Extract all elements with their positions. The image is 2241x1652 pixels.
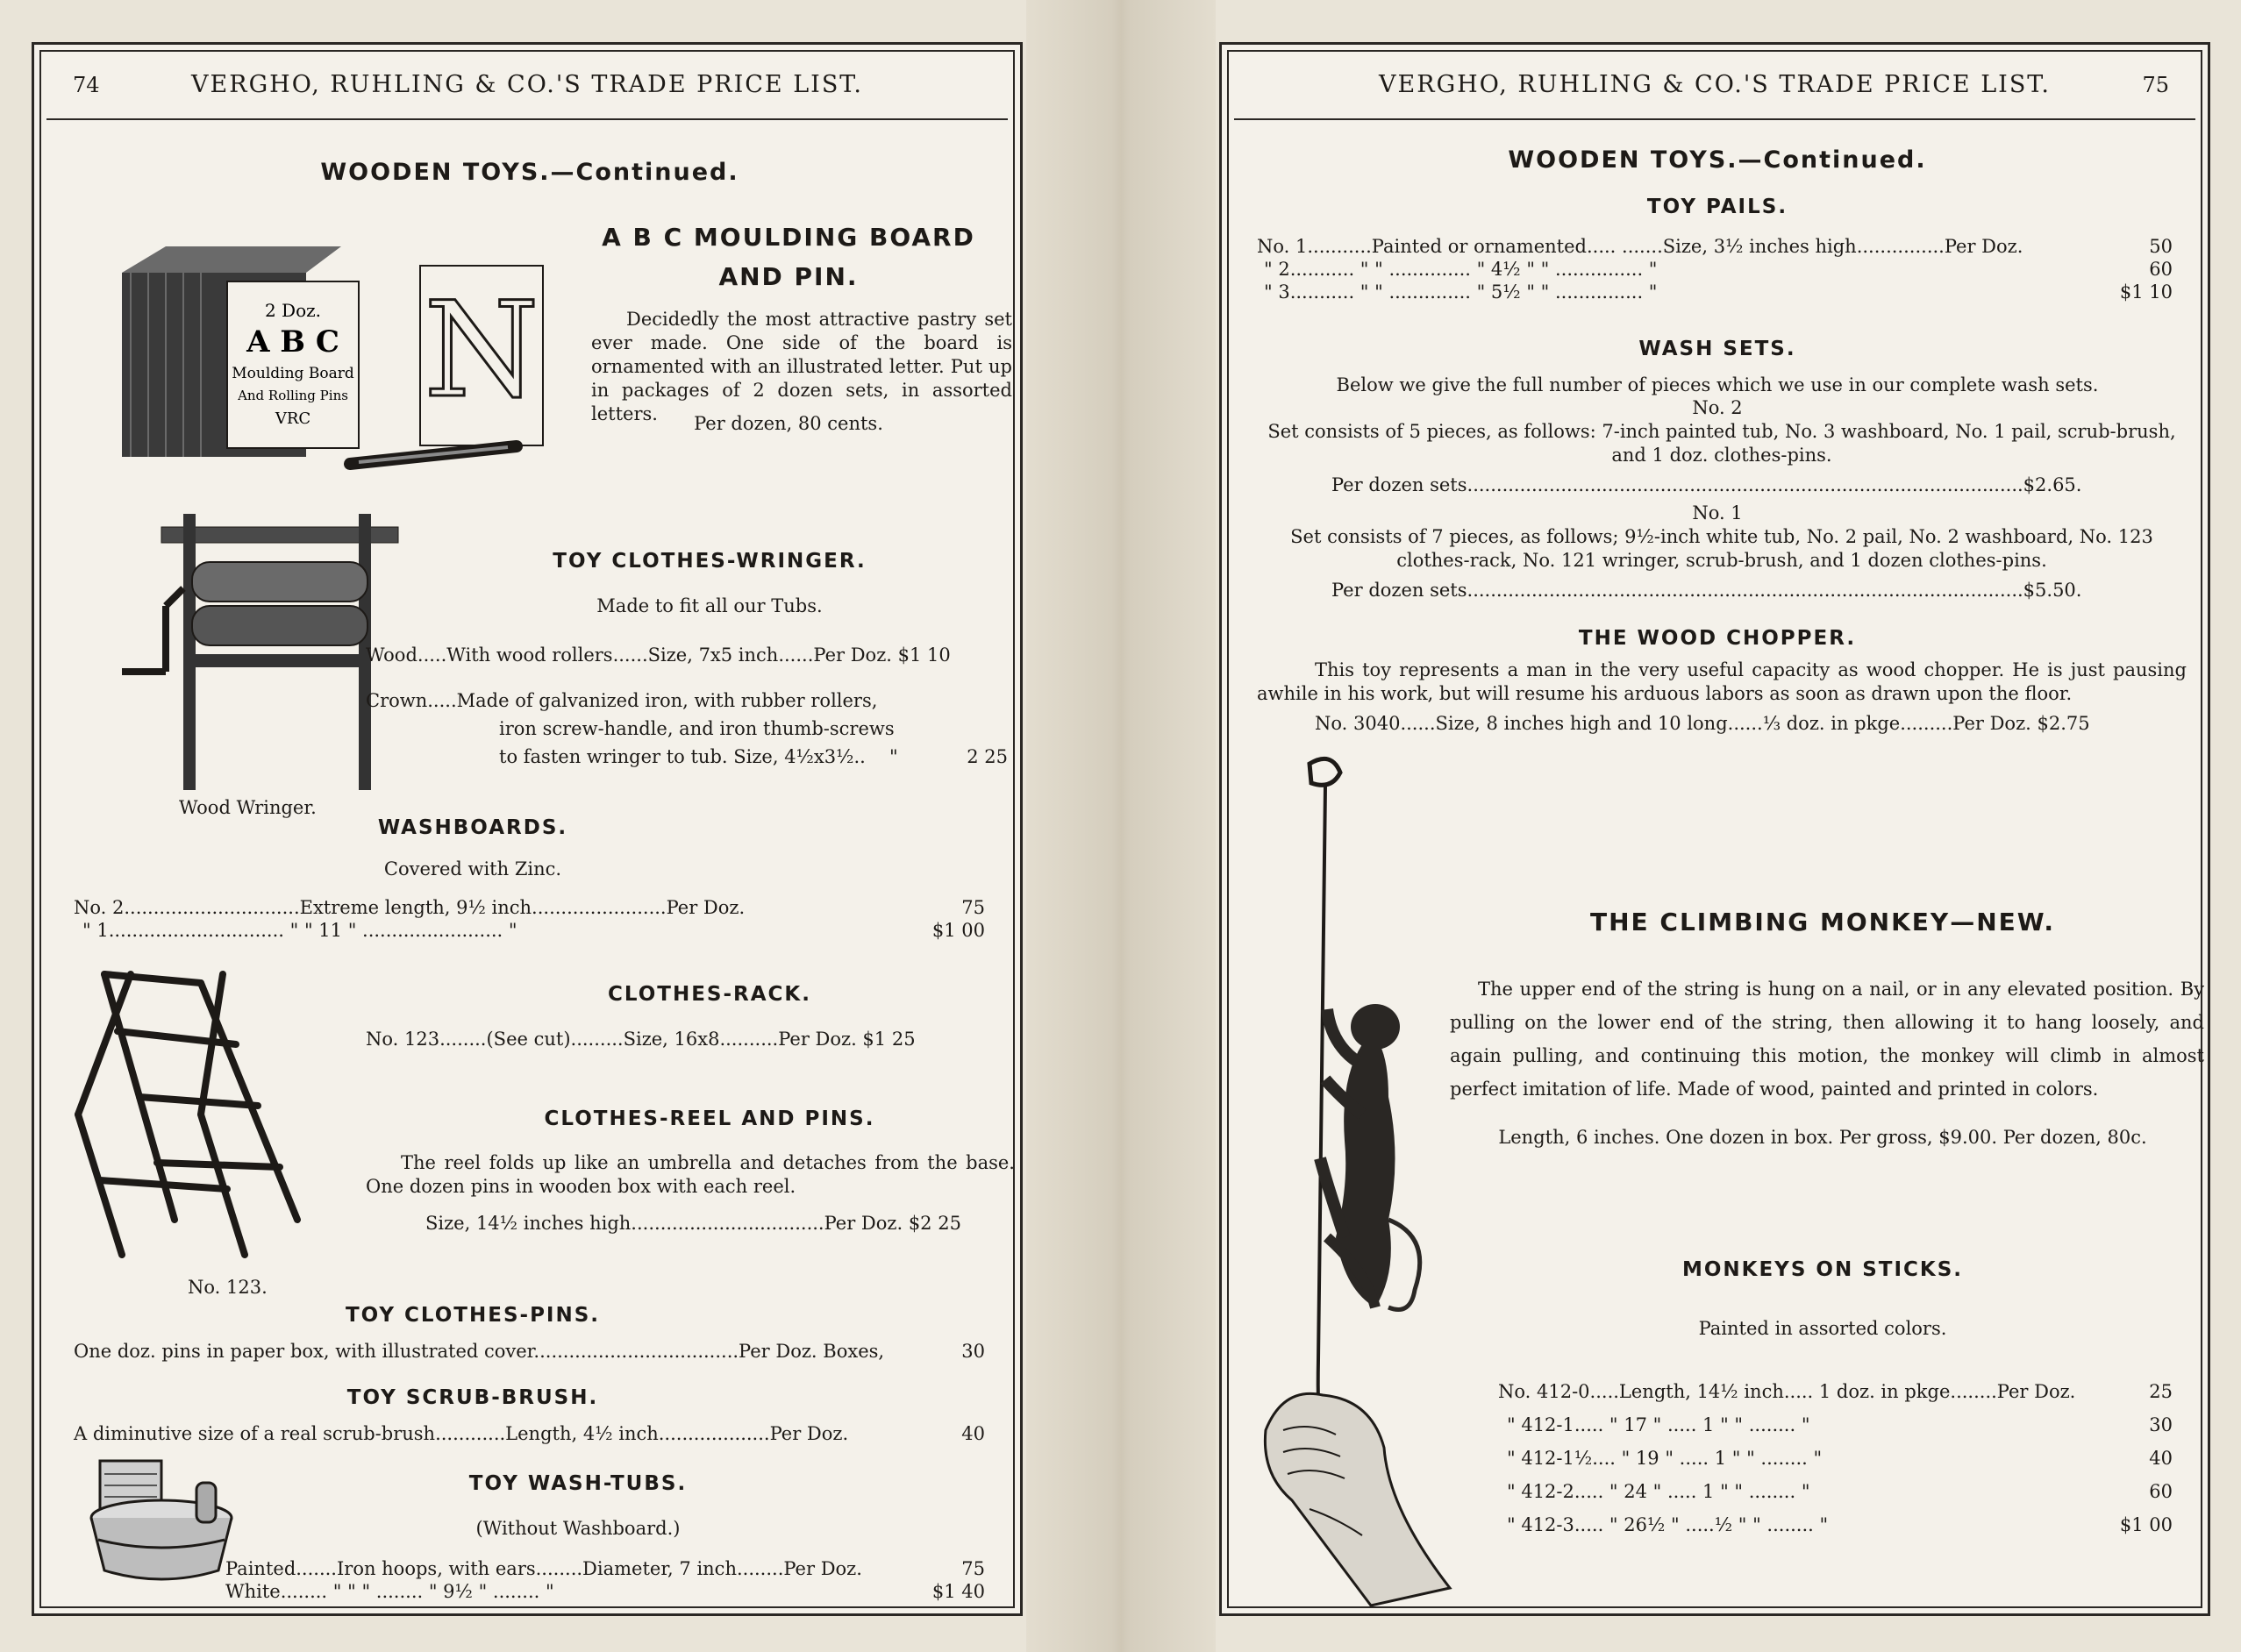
scrub-brush-title: TOY SCRUB-BRUSH. [346, 1386, 599, 1409]
wash-tubs-subtitle: (Without Washboard.) [475, 1518, 681, 1539]
monkeys-on-sticks-row-3: " 412-1½.... " 19 " ..... 1 " " ........ " [1507, 1448, 1823, 1469]
monkeys-on-sticks-subtitle: Painted in assorted colors. [1698, 1318, 1947, 1339]
monkeys-on-sticks-title: MONKEYS ON STICKS. [1681, 1258, 1964, 1281]
clothes-pins-title: TOY CLOTHES-PINS. [345, 1304, 601, 1327]
box-label-abc: A B C [246, 324, 339, 360]
wringer-crown-price: 2 25 [967, 746, 1008, 767]
wash-sets-no2-label: No. 2 [1692, 397, 1743, 418]
wash-tubs-row-1: Painted.......Iron hoops, with ears........Diameter, 7 inch........Per Doz. [225, 1558, 862, 1579]
monkeys-on-sticks-row-3-price: 40 [2149, 1448, 2173, 1469]
wringer-caption: Wood Wringer. [179, 797, 317, 818]
abc-description: Decidedly the most attractive pastry set ever made. One side of the board is ornamented with an illustrated letter. Put up in packages of 2 dozen sets, in assorted letters. [591, 309, 1012, 424]
monkeys-on-sticks-row-1: No. 412-0.....Length, 14½ inch..... 1 doz. in pkge........Per Doz. [1498, 1381, 2076, 1402]
toy-pails-row-3-price: $1 10 [2119, 281, 2173, 303]
wash-sets-no1-description: Set consists of 7 pieces, as follows; 9½-inch white tub, No. 2 pail, No. 2 washboard, No. 123 clothes-rack, No. 121 wringer, scrub-brush, and 1 dozen clothes-pins. [1290, 526, 2153, 571]
clothes-rack-caption: No. 123. [188, 1277, 268, 1298]
washboards-subtitle: Covered with Zinc. [383, 858, 562, 879]
left-running-title: VERGHO, RUHLING & CO.'S TRADE PRICE LIST. [191, 71, 863, 98]
right-page-number: 75 [2142, 73, 2169, 97]
washboards-row-2-price: $1 00 [931, 920, 985, 941]
wash-sets-no1-price: Per dozen sets...............................................................................................$5.50. [1331, 580, 2082, 601]
wringer-crown-line1: Crown.....Made of galvanized iron, with rubber rollers, [366, 690, 878, 711]
washboards-title: WASHBOARDS. [377, 816, 568, 839]
toy-pails-row-1: No. 1...........Painted or ornamented..... .......Size, 3½ inches high...............Per Doz. [1257, 236, 2023, 257]
box-label-moulding: Moulding Board [232, 365, 354, 382]
clothes-rack-illustration [69, 957, 385, 1272]
washboards-row-1: No. 2..............................Extreme length, 9½ inch.......................Per Doz. [74, 897, 746, 918]
toy-pails-row-1-price: 50 [2149, 236, 2173, 257]
wringer-crown-ditto: " [889, 746, 898, 767]
right-running-head [1234, 57, 2195, 120]
monkeys-on-sticks-row-2: " 412-1..... " 17 " ..... 1 " " ........ " [1507, 1414, 1810, 1435]
wringer-crown-line3: to fasten wringer to tub. Size, 4½x3½.. [499, 746, 866, 767]
clothes-reel-row: Size, 14½ inches high.................................Per Doz. $2 25 [425, 1213, 961, 1234]
wash-sets-no1-label: No. 1 [1692, 502, 1743, 523]
clothes-rack-title: CLOTHES-RACK. [608, 983, 811, 1006]
washboards-row-1-price: 75 [961, 897, 985, 918]
scrub-brush-row: A diminutive size of a real scrub-brush............Length, 4½ inch...................Per Doz. [74, 1423, 849, 1444]
toy-pails-title: TOY PAILS. [1646, 196, 1788, 218]
monkeys-on-sticks-row-4-price: 60 [2149, 1481, 2173, 1502]
wash-tubs-row-1-price: 75 [961, 1558, 985, 1579]
right-page [1219, 42, 2210, 1616]
right-running-title: VERGHO, RUHLING & CO.'S TRADE PRICE LIST. [1379, 71, 2051, 98]
wringer-title: TOY CLOTHES-WRINGER. [553, 550, 867, 573]
wash-tub-illustration [82, 1443, 240, 1584]
left-page-number: 74 [73, 73, 100, 97]
abc-title-line1: A B C MOULDING BOARD [602, 223, 975, 252]
abc-price: Per dozen, 80 cents. [694, 413, 883, 434]
left-section-heading: WOODEN TOYS.—Continued. [320, 159, 739, 186]
wringer-wood-row: Wood.....With wood rollers......Size, 7x5 inch......Per Doz. $1 10 [366, 644, 951, 666]
wash-sets-no2-description: Set consists of 5 pieces, as follows: 7-inch painted tub, No. 3 washboard, No. 1 pail, scrub-brush, and 1 doz. clothes-pins. [1267, 421, 2176, 466]
monkeys-on-sticks-row-5: " 412-3..... " 26½ " .....½ " " ........ " [1507, 1514, 1829, 1535]
wood-chopper-description: This toy represents a man in the very useful capacity as wood chopper. He is just pausing awhile in his work, but will resume his arduous labors as soon as drawn upon the floor. [1257, 659, 2187, 704]
wash-tubs-row-2: White........ " " " ........ " 9½ " ........ " [225, 1581, 554, 1602]
wash-sets-no2-price: Per dozen sets...............................................................................................$2.65. [1331, 474, 2082, 495]
monkeys-on-sticks-row-4: " 412-2..... " 24 " ..... 1 " " ........ " [1507, 1481, 1810, 1502]
wringer-crown-line2: iron screw-handle, and iron thumb-screws [499, 718, 895, 739]
box-label-dozen: 2 Doz. [264, 300, 322, 321]
toy-pails-row-2: " 2........... " " .............. " 4½ " " ............... " [1264, 259, 1658, 280]
climbing-monkey-description: The upper end of the string is hung on a nail, or in any elevated position. By pulling on the lower end of the string, then allowing it to hang loosely, and again pulling, and continuing this motion, the monkey will climb in almost perfect imitation of life. Made of wood, painted and printed in colors. [1450, 979, 2204, 1100]
abc-title-line2: AND PIN. [718, 262, 859, 291]
toy-pails-row-3: " 3........... " " .............. " 5½ " " ............... " [1264, 281, 1658, 303]
climbing-monkey-title: THE CLIMBING MONKEY—NEW. [1589, 908, 2055, 936]
left-running-head [46, 57, 1008, 120]
scrub-brush-price: 40 [961, 1423, 985, 1444]
left-page [32, 42, 1023, 1616]
monkeys-on-sticks-row-1-price: 25 [2149, 1381, 2173, 1402]
wood-chopper-row: No. 3040......Size, 8 inches high and 10 long......⅓ doz. in pkge.........Per Doz. $2.75 [1315, 713, 2090, 734]
clothes-pins-row: One doz. pins in paper box, with illustrated cover...................................Per Doz. Boxes, [74, 1341, 885, 1362]
board-letter: N [424, 274, 539, 427]
book-gutter [1026, 0, 1216, 1652]
climbing-monkey-illustration [1257, 746, 1467, 1614]
box-label-mark: VRC [275, 409, 311, 428]
wash-sets-intro: Below we give the full number of pieces which we use in our complete wash sets. [1336, 374, 2099, 395]
clothes-rack-row: No. 123........(See cut).........Size, 16x8..........Per Doz. $1 25 [366, 1029, 916, 1050]
clothes-reel-title: CLOTHES-REEL AND PINS. [544, 1107, 875, 1130]
clothes-reel-description: The reel folds up like an umbrella and detaches from the base. One dozen pins in wooden box with each reel. [366, 1152, 1015, 1197]
abc-moulding-board-illustration [96, 220, 552, 483]
monkeys-on-sticks-row-2-price: 30 [2149, 1414, 2173, 1435]
washboards-row-2: " 1.............................. " " 11 " ........................ " [82, 920, 517, 941]
right-section-heading: WOODEN TOYS.—Continued. [1508, 146, 1927, 174]
wringer-subtitle: Made to fit all our Tubs. [596, 595, 823, 616]
box-label-rolling: And Rolling Pins [238, 388, 348, 403]
toy-pails-row-2-price: 60 [2149, 259, 2173, 280]
climbing-monkey-price: Length, 6 inches. One dozen in box. Per gross, $9.00. Per dozen, 80c. [1498, 1127, 2147, 1148]
monkeys-on-sticks-row-5-price: $1 00 [2119, 1514, 2173, 1535]
wash-tubs-title: TOY WASH-TUBS. [468, 1472, 688, 1495]
wood-chopper-title: THE WOOD CHOPPER. [1578, 627, 1857, 650]
wash-sets-title: WASH SETS. [1638, 338, 1796, 360]
wood-wringer-illustration [78, 483, 411, 808]
wash-tubs-row-2-price: $1 40 [931, 1581, 985, 1602]
clothes-pins-price: 30 [961, 1341, 985, 1362]
